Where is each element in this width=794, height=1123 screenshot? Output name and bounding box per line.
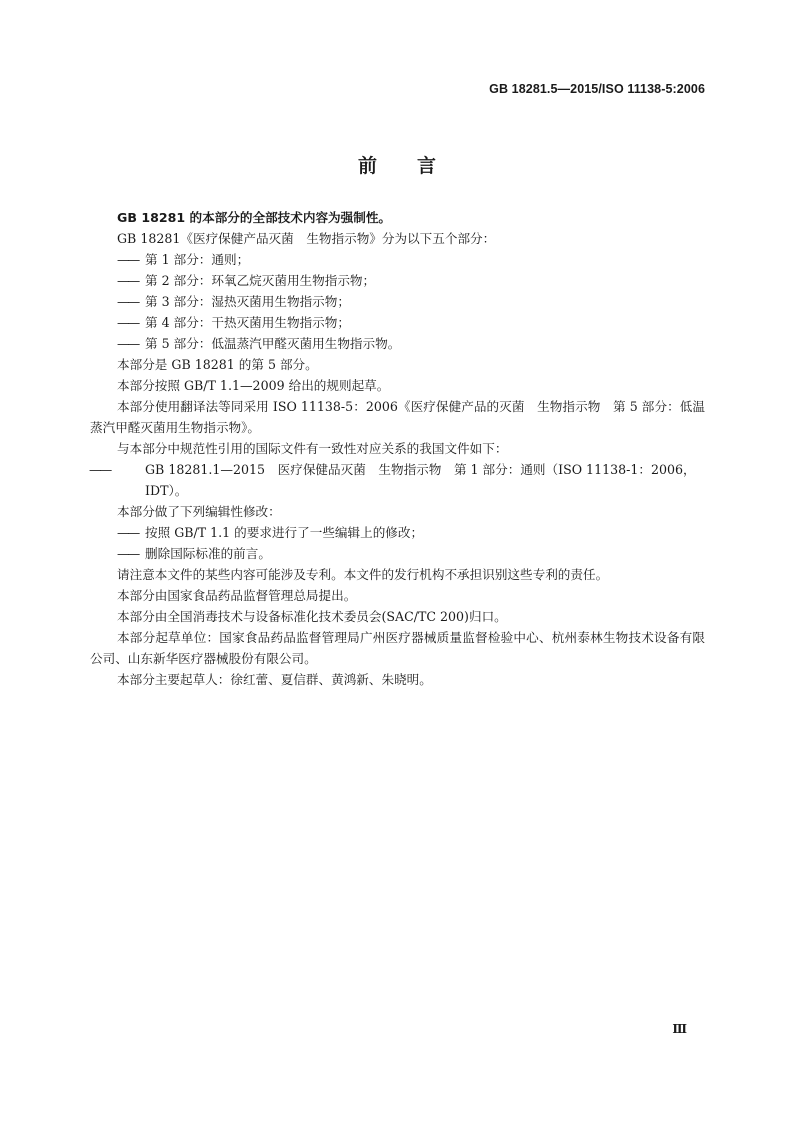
standard-code: GB 18281.5—2015/ISO 11138-5:2006	[489, 82, 705, 96]
dash: ——	[117, 315, 139, 330]
list-item	[90, 270, 705, 291]
foreword-body	[90, 207, 705, 690]
paragraph-patent-notice: 请注意本文件的某些内容可能涉及专利。本文件的发行机构不承担识别这些专利的责任。	[117, 567, 609, 582]
paragraph-part-number: 本部分是 GB 18281 的第 5 部分。	[117, 357, 318, 372]
paragraph-references-intro: 与本部分中规范性引用的国际文件有一致性对应关系的我国文件如下：	[117, 441, 508, 456]
paragraph-edits-intro: 本部分做了下列编辑性修改：	[117, 504, 281, 519]
list-item	[90, 522, 705, 543]
list-item-text: 第 4 部分：干热灭菌用生物指示物；	[145, 315, 350, 330]
list-item-text: 第 2 部分：环氧乙烷灭菌用生物指示物；	[145, 273, 376, 288]
dash: ——	[117, 336, 139, 351]
list-item-text: 第 1 部分：通则；	[145, 252, 250, 267]
dash: ——	[117, 546, 139, 561]
title-char-2: 言	[417, 155, 437, 177]
dash: ——	[117, 252, 139, 267]
paragraph-proposed-by: 本部分由国家食品药品监督管理总局提出。	[117, 588, 357, 603]
list-item-text: 删除国际标准的前言。	[145, 546, 271, 561]
paragraph-parts-intro: GB 18281《医疗保健产品灭菌 生物指示物》分为以下五个部分：	[117, 231, 496, 246]
dash: ——	[117, 273, 139, 288]
paragraph-mandatory: GB 18281 的本部分的全部技术内容为强制性。	[117, 210, 392, 225]
reference-item-text: GB 18281.1—2015 医疗保健品灭菌 生物指示物 第 1 部分：通则（ISO 11138-1：2006，IDT）。	[145, 462, 696, 498]
list-item	[90, 543, 705, 564]
list-item	[90, 333, 705, 354]
dash: ——	[117, 525, 139, 540]
paragraph-drafting-units: 本部分起草单位：国家食品药品监督管理局广州医疗器械质量监督检验中心、杭州泰林生物技术设备有限公司、山东新华医疗器械股份有限公司。	[90, 630, 705, 666]
title-char-1: 前	[357, 155, 377, 177]
list-item-text: 第 5 部分：低温蒸汽甲醛灭菌用生物指示物。	[145, 336, 401, 351]
reference-item	[90, 459, 705, 501]
paragraph-drafting-rules: 本部分按照 GB/T 1.1—2009 给出的规则起草。	[117, 378, 390, 393]
list-item	[90, 312, 705, 333]
list-item	[90, 291, 705, 312]
paragraph-committee: 本部分由全国消毒技术与设备标准化技术委员会(SAC/TC 200)归口。	[117, 609, 507, 624]
dash: ——	[89, 462, 111, 477]
page-title	[0, 151, 794, 178]
dash: ——	[117, 294, 139, 309]
list-item-text: 按照 GB/T 1.1 的要求进行了一些编辑上的修改；	[145, 525, 424, 540]
paragraph-drafters: 本部分主要起草人：徐红蕾、夏信群、黄鸿新、朱晓明。	[117, 672, 432, 687]
list-item-text: 第 3 部分：湿热灭菌用生物指示物；	[145, 294, 350, 309]
list-item	[90, 249, 705, 270]
page-number: Ⅲ	[672, 1022, 687, 1036]
paragraph-adoption: 本部分使用翻译法等同采用 ISO 11138-5：2006《医疗保健产品的灭菌 生物指示物 第 5 部分：低温蒸汽甲醛灭菌用生物指示物》。	[90, 399, 705, 435]
